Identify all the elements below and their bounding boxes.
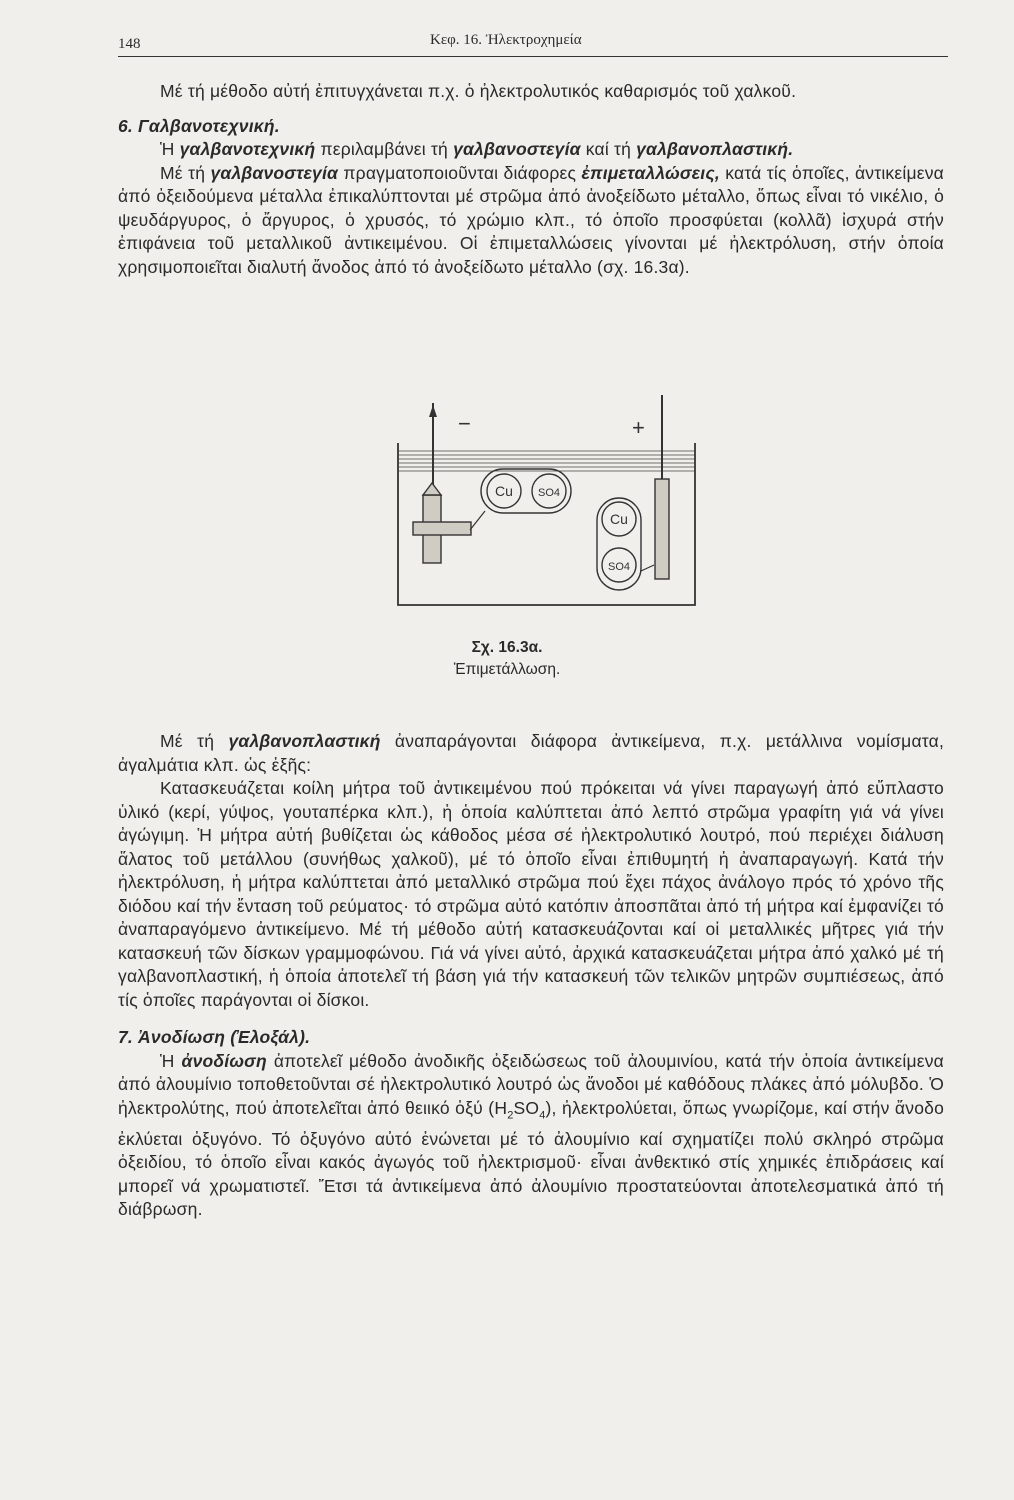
- text-block-top: [118, 80, 944, 279]
- text-block-bottom: [118, 730, 944, 1222]
- electroplating-figure: [380, 395, 720, 620]
- figure-caption-text: Ἐπιμετάλλωση.: [453, 661, 561, 678]
- paragraph-anodizing: Ἡ ἀνοδίωση ἀποτελεῖ μέθοδο ἀνοδικῆς ὀξειδώσεως τοῦ ἀλουμινίου, κατά τήν ὁποία ἀντικείμενα ἀπό ἀλουμίνιο τοποθετοῦνται σέ ἠλεκτρολυτικό λουτρό ὡς ἄνοδοι μέ καθόδους πλάκες ἀπό μόλυβδο. Ὁ ἠλεκτρολύτης, πού ἀποτελεῖται ἀπό θειικό ὀξύ $(H_2SO_4)$, ἠλεκτρολύεται, ὅπως γνωρίζομε, καί στήν ἄνοδο ἐκλύεται ὀξυγόνο. Τό ὀξυγόνο αὐτό ἑνώνεται μέ τό ἀλουμίνιο καί σχηματίζει πολύ σκληρό στρῶμα ὀξειδίου, τό ὁποῖο εἶναι κακός ἀγωγός τοῦ ἠλεκτρισμοῦ· εἶναι ἀνθεκτικό στίς χημικές ἐπιδράσεις καί μπορεῖ νά χρωματιστεῖ. Ἔτσι τά ἀντικείμενα ἀπό ἀλουμίνιο προστατεύονται ἀποτελεσματικά ἀπό τή διάβρωση.: [118, 1050, 945, 1219]
- paragraph-electroplating: Μέ τή γαλβανοστεγία πραγματοποιοῦνται διάφορες ἐπιμεταλλώσεις, κατά τίς ὁποῖες, ἀντικείμενα ἀπό ὀξειδούμενα μέταλλα ἐπικαλύπτονται μέ στρῶμα ἀπό ἀνοξείδωτο μέταλλο, ὅπως εἶναι τό νικέλιο, ὁ ψευδάργυρος, ὁ ἄργυρος, ὁ χρυσός, τό χρώμιο κλπ., τό ὁποῖο προσφύεται (κολλᾶ) ἰσχυρά στήν ἐπιφάνεια τοῦ μεταλλικοῦ ἀντικειμένου. Οἱ ἐπιμεταλλώσεις γίνονται μέ ἠλεκτρόλυση, στήν ὁποία χρησιμοποιεῖται διαλυτή ἄνοδος ἀπό τό ἀνοξείδωτο μέταλλο (σχ. 16.3α).: [118, 162, 945, 277]
- paragraph-electroforming: Μέ τή γαλβανοπλαστική ἀναπαράγονται διάφορα ἀντικείμενα, π.χ. μετάλλινα νομίσματα, ἀγαλμάτια κλπ. ὡς ἑξῆς:: [118, 731, 945, 775]
- ion-cu-left: Cu: [495, 483, 513, 499]
- electroplating-diagram: [380, 395, 720, 620]
- ion-cu-right: Cu: [610, 511, 628, 527]
- ion-so4-right: SO4: [607, 561, 631, 573]
- page-header: [118, 30, 948, 57]
- figure-caption-number: Σχ. 16.3α.: [471, 639, 543, 656]
- paragraph-galvanotechnics: Ἡ γαλβανοτεχνική περιλαμβάνει τή γαλβανοστεγία καί τή γαλβανοπλαστική.: [160, 139, 794, 159]
- ion-so4-left: SO4: [537, 487, 561, 499]
- cathode-arrow: [429, 405, 437, 417]
- cathode-crossbar: [413, 522, 471, 535]
- anode-plate: [655, 479, 669, 579]
- figure-caption: [0, 637, 1014, 681]
- section-7-title: 7. Ἀνοδίωση (Ἐλοξάλ).: [118, 1027, 311, 1047]
- paragraph-electroforming-process: Κατασκευάζεται κοίλη μήτρα τοῦ ἀντικειμένου πού πρόκειται νά γίνει παραγωγή ἀπό εὔπλαστο ὑλικό (κερί, γύψος, γουταπέρκα κλπ.), ἡ ὁποία καλύπτεται ἀπό λεπτό στρῶμα γραφίτη γιά νά γίνει ἀγώγιμη. Ἡ μήτρα αὐτή βυθίζεται ὡς κάθοδος μέσα σέ ἠλεκτρολυτικό λουτρό, πού περιέχει διάλυση ἅλατος τοῦ μετάλλου (συνήθως χαλκοῦ), μέ τό ὁποῖο εἶναι ἐπιθυμητή ἡ ἀναπαραγωγή. Κατά τήν ἠλεκτρόλυση, ἡ μήτρα καλύπτεται ἀπό μεταλλικό στρῶμα πού ἔχει πάχος ἀνάλογο πρός τό χρόνο τῆς διόδου καί τήν ἔνταση τοῦ ρεύματος· τό στρῶμα αὐτό κατόπιν ἀποσπᾶται ἀπό τή μήτρα καί ἐμφανίζει τό ἀναπαραγόμενο ἀντικείμενο. Μέ τή μέθοδο αὐτή κατασκευάζονται καί οἱ μεταλλικές μῆτρες γιά τήν κατασκευή τῶν δίσκων γραμμοφώνου. Γιά νά γίνει αὐτό, ἀρχικά κατασκευάζεται μήτρα ἀπό χαλκό μέ τή γαλβανοπλαστική, ἡ ὁποία ἀποτελεῖ τή βάση γιά τήν κατασκευή τῶν τελικῶν μητρῶν συμπιέσεως, ἀπό τίς ὁποῖες παράγονται οἱ δίσκοι.: [118, 778, 944, 1010]
- minus-sign: −: [458, 411, 471, 436]
- page-number: 148: [118, 36, 141, 52]
- paragraph-copper-refining: Μέ τή μέθοδο αὐτή ἐπιτυγχάνεται π.χ. ὁ ἠλεκτρολυτικός καθαρισμός τοῦ χαλκοῦ.: [160, 81, 797, 101]
- plus-sign: +: [632, 415, 645, 440]
- section-6-title: 6. Γαλβανοτεχνική.: [118, 115, 280, 136]
- running-title: Κεφ. 16. Ἠλεκτροχημεία: [430, 32, 582, 48]
